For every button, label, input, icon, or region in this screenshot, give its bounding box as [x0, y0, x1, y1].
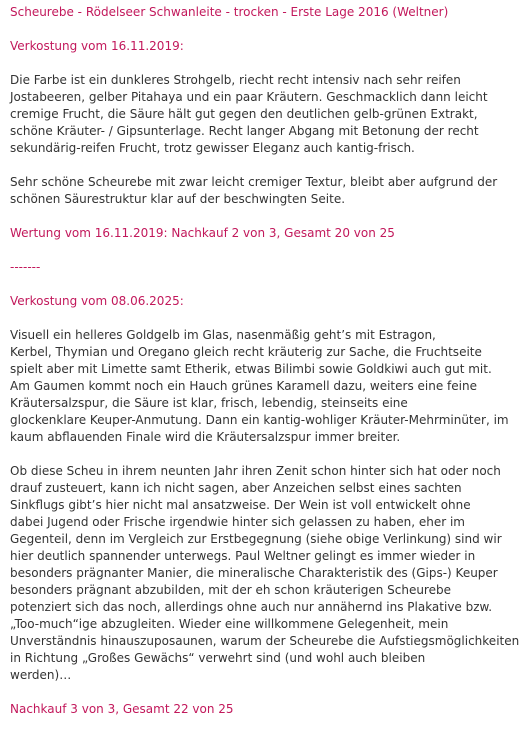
text-line: drauf zusteuert, kann ich nicht sagen, aber Anzeichen selbst eines sachten [10, 481, 462, 495]
wine-title: Scheurebe - Rödelseer Schwanleite - trocken - Erste Lage 2016 (Weltner) [10, 5, 449, 19]
text-line: Unverständnis hinauszuposaunen, warum der Scheurebe die Aufstiegsmöglichkeiten [10, 634, 520, 648]
text-line: Gegenteil, denn im Vergleich zur Erstbegegnung (siehe obige Verlinkung) sind wir [10, 532, 502, 546]
text-line: Sinkflugs gibt’s hier nicht mal ansatzweise. Der Wein ist voll entwickelt ohne [10, 498, 471, 512]
text-line: schöne Kräuter- / Gipsunterlage. Recht langer Abgang mit Betonung der recht [10, 124, 479, 138]
text-line: spielt aber mit Limette samt Etherik, etwas Bilimbi sowie Goldkiwi auch gut mit. [10, 362, 492, 376]
text-line: Sehr schöne Scheurebe mit zwar leicht cremiger Textur, bleibt aber aufgrund der [10, 175, 498, 189]
section-separator: ------- [10, 260, 41, 274]
tasting-2025-description [10, 327, 514, 446]
text-line: cremige Frucht, die Säure hält gut gegen den deutlichen gelb-grünen Extrakt, [10, 107, 478, 121]
rating-2019: Wertung vom 16.11.2019: Nachkauf 2 von 3, Gesamt 20 von 25 [10, 226, 395, 240]
tasting-2019-summary [10, 174, 514, 208]
text-line: Ob diese Scheu in ihrem neunten Jahr ihren Zenit schon hinter sich hat oder noch [10, 464, 501, 478]
text-line: schönen Säurestruktur klar auf der beschwingten Seite. [10, 192, 346, 206]
text-line: werden)… [10, 668, 72, 682]
text-line: Jostabeeren, gelber Pitahaya und ein paar Kräutern. Geschmacklich dann leicht [10, 90, 488, 104]
text-line: Die Farbe ist ein dunkleres Strohgelb, riecht recht intensiv nach sehr reifen [10, 73, 461, 87]
text-line: potenziert sich das noch, allerdings ohne auch nur annähernd ins Plakative bzw. [10, 600, 493, 614]
text-line: in Richtung „Großes Gewächs“ verwehrt sind (und wohl auch bleiben [10, 651, 426, 665]
text-line: besonders prägnanter Manier, die mineralische Charakteristik des (Gips-) Keuper [10, 566, 498, 580]
text-line: dabei Jugend oder Frische irgendwie hinter sich gelassen zu haben, eher im [10, 515, 465, 529]
text-line: kaum abflauenden Finale wird die Kräutersalzspur immer breiter. [10, 430, 401, 444]
tasting-2019-description [10, 72, 514, 157]
text-line: „Too-much“ige abzugleiten. Wieder eine willkommene Gelegenheit, mein [10, 617, 449, 631]
text-line: besonders prägnant abzubilden, mit der eh schon kräuterigen Scheurebe [10, 583, 451, 597]
text-line: Visuell ein helleres Goldgelb im Glas, nasenmäßig geht’s mit Estragon, [10, 328, 436, 342]
text-line: hier deutlich spannender unterwegs. Paul Weltner gelingt es immer wieder in [10, 549, 476, 563]
text-line: Kerbel, Thymian und Oregano gleich recht kräuterig zur Sache, die Fruchtseite [10, 345, 482, 359]
text-line: Am Gaumen kommt noch ein Hauch grünes Karamell dazu, weiters eine feine [10, 379, 477, 393]
text-line: Kräutersalzspur, die Säure ist klar, frisch, lebendig, steinseits eine [10, 396, 408, 410]
text-line: sekundärig-reifen Frucht, trotz gewisser Eleganz auch kantig-frisch. [10, 141, 415, 155]
rating-2025: Nachkauf 3 von 3, Gesamt 22 von 25 [10, 702, 234, 716]
text-line: glockenklare Keuper-Anmutung. Dann ein kantig-wohliger Kräuter-Mehrminüter, im [10, 413, 509, 427]
tasting-heading-2019: Verkostung vom 16.11.2019: [10, 39, 184, 53]
tasting-2025-commentary [10, 463, 520, 684]
tasting-heading-2025: Verkostung vom 08.06.2025: [10, 294, 184, 308]
